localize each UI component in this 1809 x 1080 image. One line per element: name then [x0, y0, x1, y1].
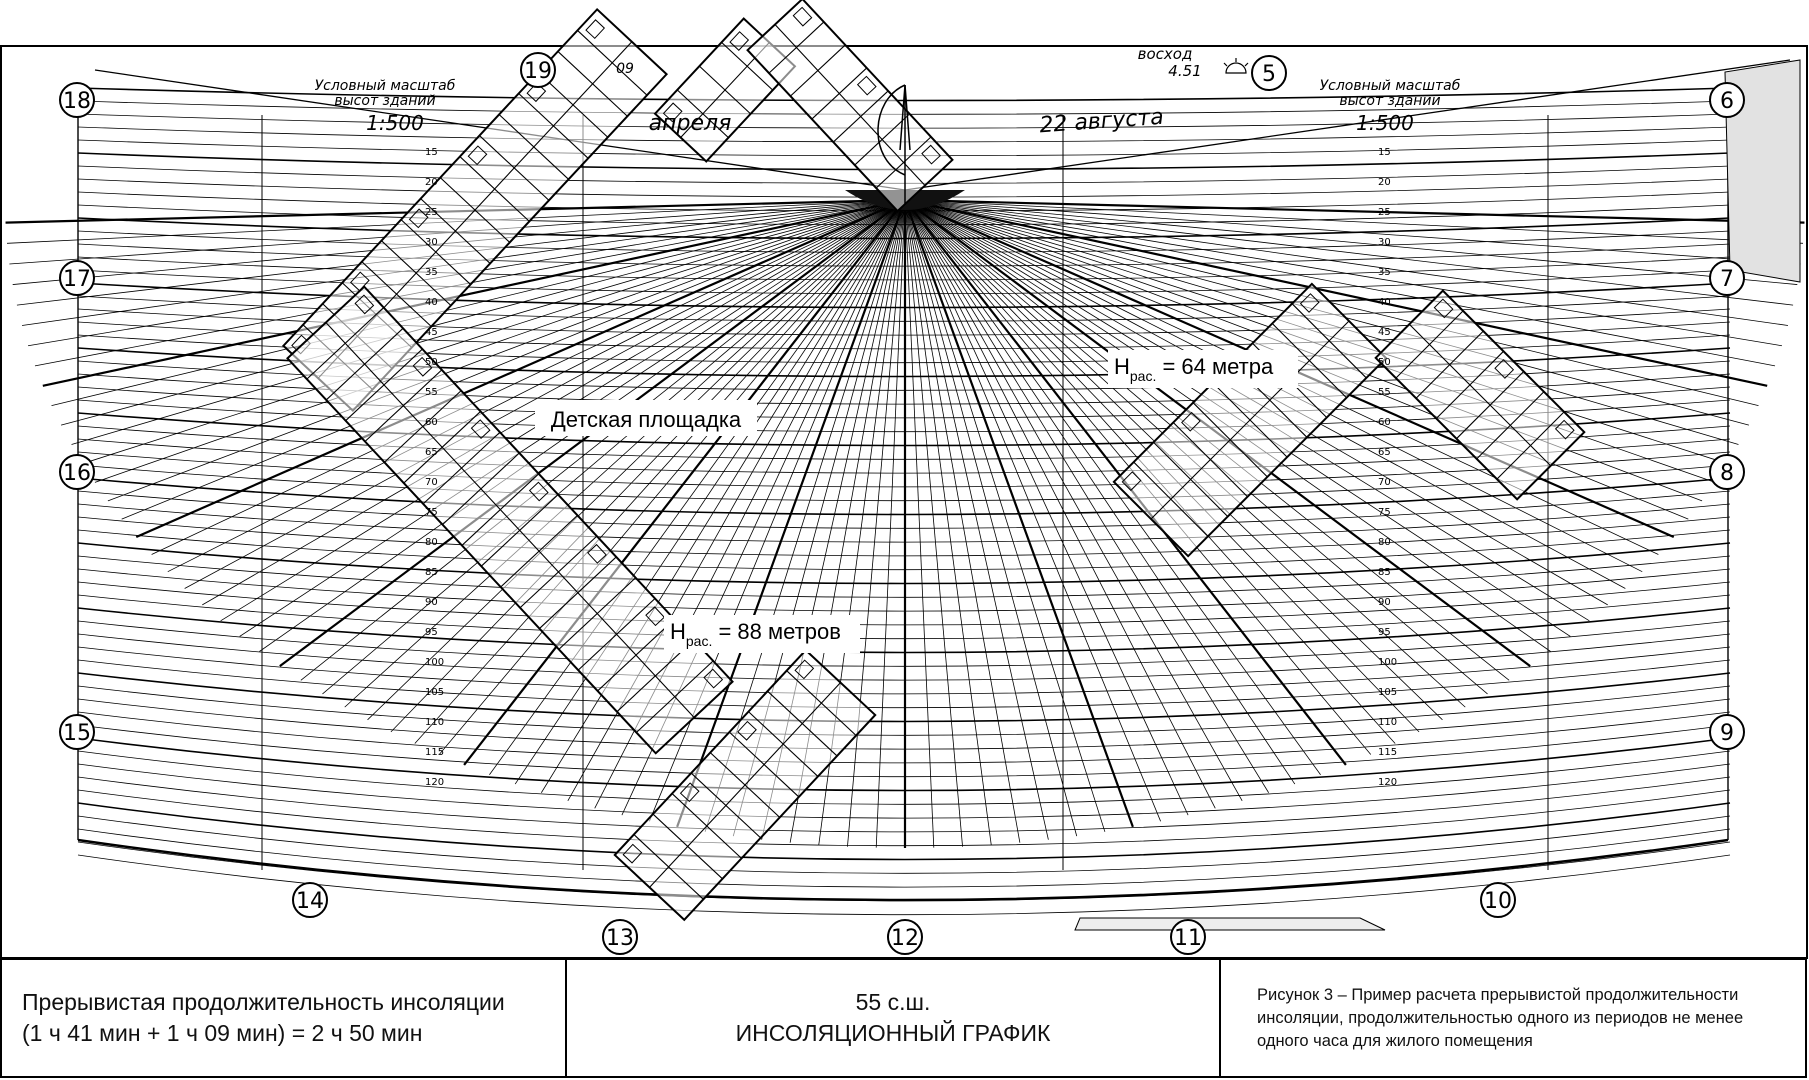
height-tick-right: 95 [1378, 627, 1391, 638]
height-tick-right: 120 [1378, 777, 1398, 788]
height-tick-left: 70 [425, 477, 438, 488]
hour-marker-12 [888, 920, 922, 954]
height-tick-left: 105 [425, 687, 445, 698]
hour-marker-label: 16 [63, 461, 91, 486]
height-tick-right: 90 [1378, 597, 1391, 608]
height-tick-right: 85 [1378, 567, 1391, 578]
height-tick-right: 40 [1378, 297, 1391, 308]
hour-ray [905, 200, 963, 847]
height-label-right [1108, 350, 1298, 388]
hour-marker-label: 15 [63, 721, 91, 746]
hour-ray [905, 200, 1020, 843]
latitude: 55 с.ш. [855, 989, 931, 1015]
scale-right-ratio: 1:500 [1356, 111, 1414, 135]
hour-marker-10 [1481, 883, 1515, 917]
height-tick-left: 80 [425, 537, 438, 548]
hour-ray [905, 200, 1105, 832]
hour-ray [905, 200, 1793, 305]
title-block-result [2, 960, 567, 1076]
height-tick-left: 85 [425, 567, 438, 578]
scale-right-line2: высот зданий [1339, 93, 1441, 109]
building-top-wing-right [748, 0, 953, 211]
height-tick-right: 50 [1378, 357, 1391, 368]
title-block-caption [1221, 960, 1805, 1076]
sunrise-time: 4.51 [1168, 62, 1202, 80]
hour-marker-8 [1710, 455, 1744, 489]
hour-ray [876, 200, 905, 848]
height-tick-right: 80 [1378, 537, 1391, 548]
result-line2: (1 ч 41 мин + 1 ч 09 мин) = 2 ч 50 мин [22, 1020, 423, 1046]
h-right-base: H [1114, 354, 1130, 379]
height-tick-left: 120 [425, 777, 445, 788]
building-right-main [1114, 284, 1386, 556]
height-tick-left: 100 [425, 657, 445, 668]
scale-left-line1: Условный масштаб [314, 78, 456, 94]
height-tick-right: 105 [1378, 687, 1398, 698]
h-left-sub: рас. [685, 633, 713, 649]
sun-icon [1224, 58, 1248, 73]
height-tick-right: 110 [1378, 717, 1398, 728]
hour-marker-label: 13 [606, 926, 634, 951]
hour-marker-13 [603, 920, 637, 954]
hour-ray [847, 200, 905, 847]
height-tick-right: 35 [1378, 267, 1391, 278]
hour-marker-label: 18 [63, 89, 91, 114]
height-tick-left: 60 [425, 417, 438, 428]
height-tick-left: 40 [425, 297, 438, 308]
playground-label [535, 400, 757, 436]
hour-marker-label: 19 [524, 59, 552, 84]
height-tick-right: 70 [1378, 477, 1391, 488]
h-left-base: H [670, 619, 686, 644]
hour-marker-label: 5 [1262, 62, 1276, 87]
date-august: 22 августа [1038, 104, 1165, 139]
height-tick-left: 90 [425, 597, 438, 608]
height-tick-left: 55 [425, 387, 438, 398]
height-tick-right: 45 [1378, 327, 1391, 338]
height-tick-left: 30 [425, 237, 438, 248]
date-april: апреля [648, 111, 732, 136]
height-tick-left: 15 [425, 147, 438, 158]
height-tick-right: 100 [1378, 657, 1398, 668]
height-tick-right: 25 [1378, 207, 1391, 218]
hour-marker-label: 6 [1720, 89, 1734, 114]
time-fragment: 09 [616, 61, 634, 77]
height-tick-left: 35 [425, 267, 438, 278]
hour-marker-16 [60, 455, 94, 489]
height-tick-right: 65 [1378, 447, 1391, 458]
building-right-wing [1376, 291, 1585, 500]
hour-marker-17 [60, 261, 94, 295]
hour-marker-label: 12 [891, 926, 919, 951]
height-tick-right: 15 [1378, 147, 1391, 158]
sunrise-note [1138, 45, 1248, 80]
height-tick-left: 95 [425, 627, 438, 638]
hour-marker-6 [1710, 83, 1744, 117]
height-tick-left: 45 [425, 327, 438, 338]
sunrise-label: восход [1137, 45, 1193, 63]
height-tick-left: 115 [425, 747, 445, 758]
hour-marker-19 [521, 53, 555, 87]
hour-ray [905, 200, 934, 848]
figure-caption: Рисунок 3 – Пример расчета прерывистой продолжительности инсоляции, продолжительностью одного из периодов не менее одного часа для жилого помещения [1257, 985, 1744, 1050]
scale-left-ratio: 1:500 [366, 111, 424, 135]
hour-marker-18 [60, 83, 94, 117]
h-right-sub: рас. [1129, 368, 1157, 384]
hour-marker-11 [1171, 920, 1205, 954]
result-line1: Прерывистая продолжительность инсоляции [22, 989, 505, 1015]
hour-marker-15 [60, 715, 94, 749]
height-tick-left: 50 [425, 357, 438, 368]
scale-right-line1: Условный масштаб [1319, 78, 1461, 94]
hour-ray [905, 200, 991, 845]
scale-note-left [315, 78, 456, 135]
height-tick-right: 60 [1378, 417, 1391, 428]
scale-left-line2: высот зданий [334, 93, 436, 109]
hour-marker-label: 7 [1720, 267, 1734, 292]
playground-text: Детская площадка [550, 407, 742, 432]
title-block [0, 958, 1807, 1078]
graph-title: ИНСОЛЯЦИОННЫЙ ГРАФИК [735, 1020, 1051, 1046]
h-right-rest: = 64 метра [1156, 354, 1274, 379]
height-tick-right: 20 [1378, 177, 1391, 188]
hour-marker-5 [1252, 56, 1286, 90]
hour-marker-label: 14 [296, 889, 324, 914]
hour-marker-label: 8 [1720, 461, 1734, 486]
title-block-title [567, 960, 1221, 1076]
height-tick-left: 110 [425, 717, 445, 728]
height-tick-right: 75 [1378, 507, 1391, 518]
hour-marker-9 [1710, 715, 1744, 749]
building-corridor [326, 323, 694, 718]
hour-marker-7 [1710, 261, 1744, 295]
hour-marker-14 [293, 883, 327, 917]
height-tick-left: 75 [425, 507, 438, 518]
height-tick-left: 25 [425, 207, 438, 218]
height-tick-right: 30 [1378, 237, 1391, 248]
hour-marker-label: 9 [1720, 721, 1734, 746]
h-left-rest: = 88 метров [712, 619, 841, 644]
height-label-left [664, 615, 860, 653]
hour-marker-label: 17 [63, 267, 91, 292]
height-tick-right: 115 [1378, 747, 1398, 758]
height-tick-left: 20 [425, 177, 438, 188]
height-tick-left: 65 [425, 447, 438, 458]
hour-marker-label: 11 [1174, 926, 1202, 951]
shadow-wedge-bottom [1075, 918, 1385, 930]
hour-marker-label: 10 [1484, 889, 1512, 914]
height-tick-right: 55 [1378, 387, 1391, 398]
hour-ray [905, 200, 1048, 840]
